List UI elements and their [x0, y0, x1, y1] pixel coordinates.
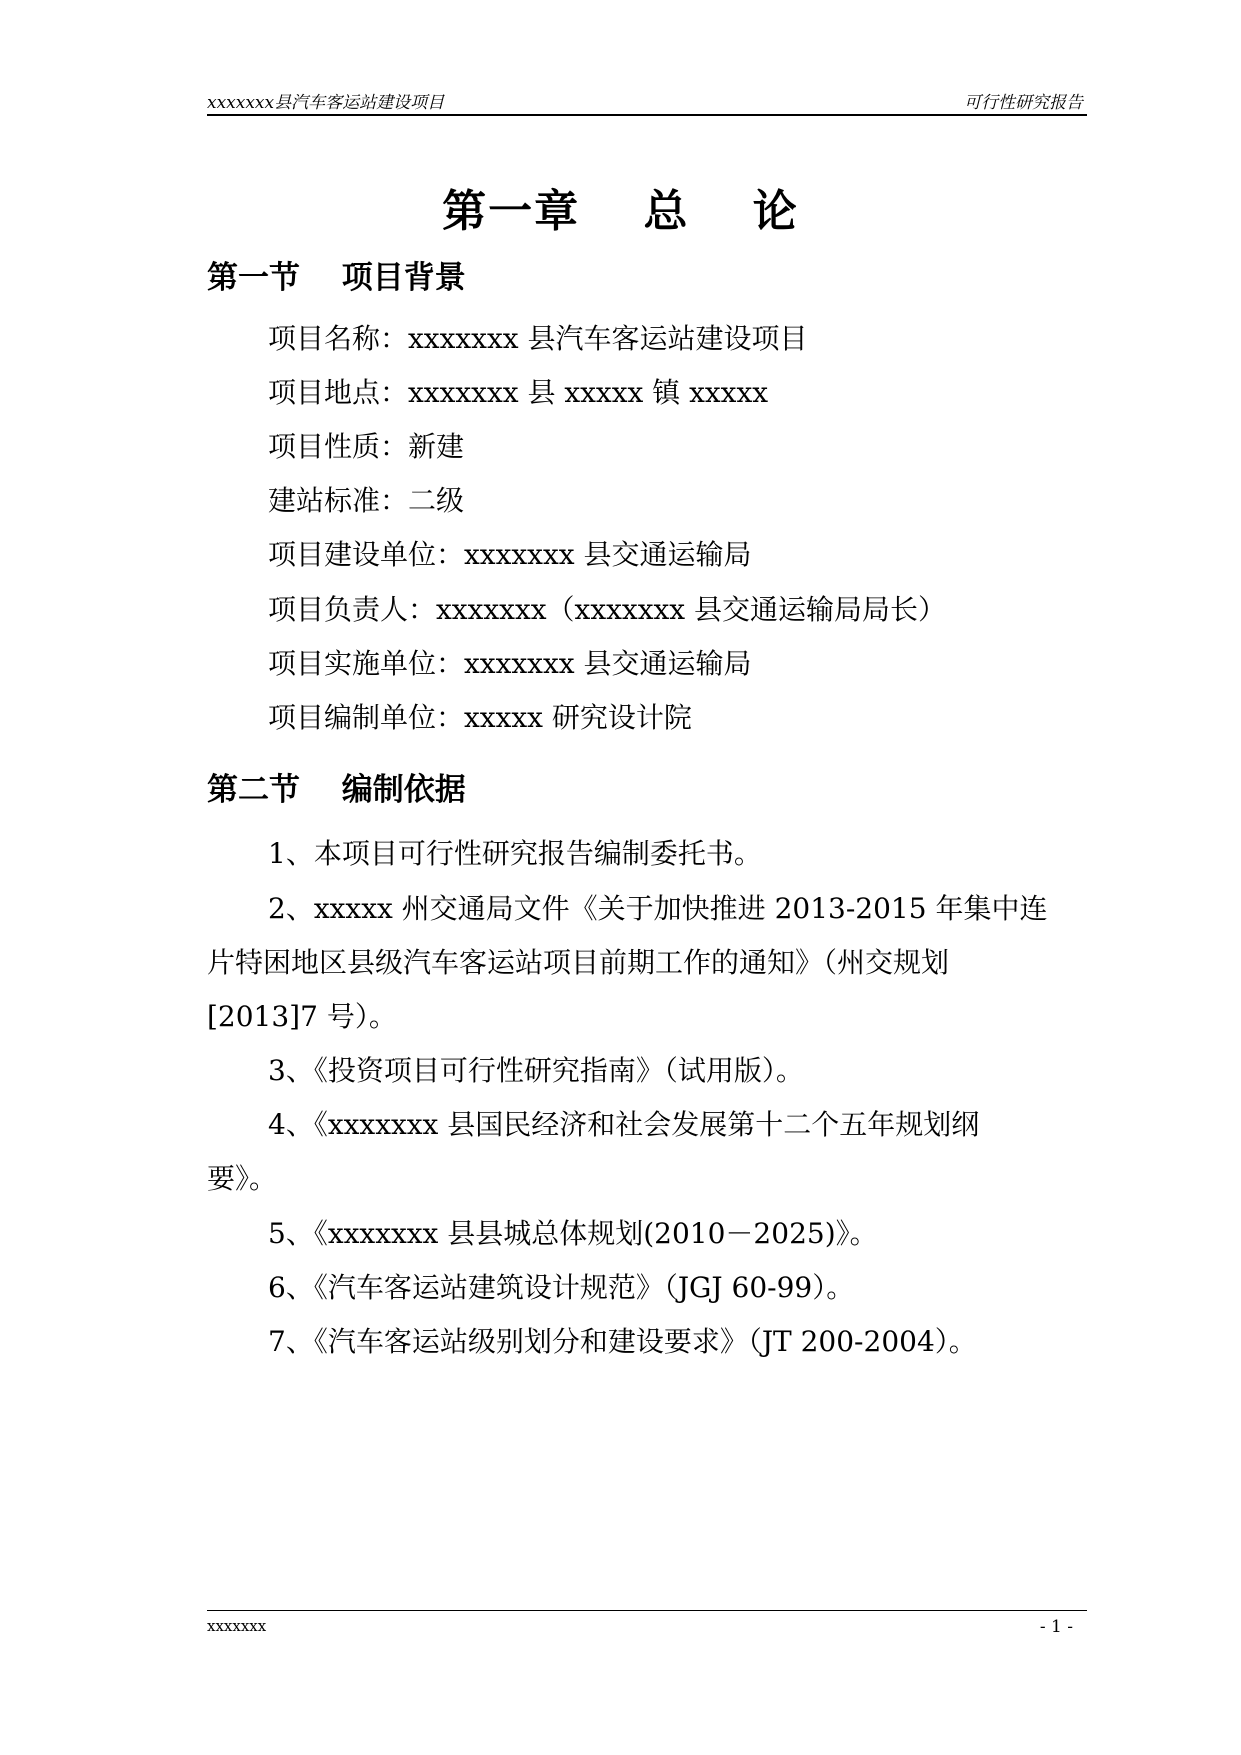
header-project-name: xxxxxxx县汽车客运站建设项目	[207, 93, 445, 113]
basis-item-2-line-1: 2、xxxxx 州交通局文件《关于加快推进 2013-2015 年集中连	[268, 892, 1048, 925]
project-location-line: 项目地点：xxxxxxx 县 xxxxx 镇 xxxxx	[268, 376, 769, 409]
project-nature-line: 项目性质：新建	[268, 430, 465, 463]
basis-item-4-line-1: 4、《xxxxxxx 县国民经济和社会发展第十二个五年规划纲	[268, 1108, 980, 1141]
basis-item-4-line-2: 要》。	[207, 1162, 278, 1195]
header-report-type: 可行性研究报告	[964, 93, 1083, 113]
basis-item-2-line-3: [2013]7 号）。	[207, 1000, 397, 1033]
page-number: - 1 -	[1039, 1617, 1073, 1637]
basis-item-5: 5、《xxxxxxx 县县城总体规划(2010－2025)》。	[268, 1217, 878, 1250]
compiling-unit-line: 项目编制单位：xxxxx 研究设计院	[268, 701, 692, 734]
project-name-line: 项目名称：xxxxxxx 县汽车客运站建设项目	[268, 322, 808, 355]
basis-item-1: 1、本项目可行性研究报告编制委托书。	[268, 837, 762, 870]
section-title-basis: 第二节 编制依据	[207, 772, 466, 808]
basis-item-2-line-2: 片特困地区县级汽车客运站项目前期工作的通知》（州交规划	[207, 946, 950, 979]
basis-item-6: 6、《汽车客运站建筑设计规范》（JGJ 60-99）。	[268, 1271, 855, 1304]
page-footer	[207, 1610, 1087, 1637]
section-title-background: 第一节 项目背景	[207, 260, 466, 296]
page-header	[207, 84, 1087, 116]
project-leader-line: 项目负责人：xxxxxxx（xxxxxxx 县交通运输局局长）	[268, 593, 946, 626]
construction-unit-line: 项目建设单位：xxxxxxx 县交通运输局	[268, 538, 752, 571]
footer-left-text: xxxxxxx	[207, 1617, 267, 1635]
implementation-unit-line: 项目实施单位：xxxxxxx 县交通运输局	[268, 647, 752, 680]
station-standard-line: 建站标准：二级	[268, 484, 465, 517]
basis-item-7: 7、《汽车客运站级别划分和建设要求》（JT 200-2004）。	[268, 1325, 977, 1358]
chapter-title: 第一章 总 论	[442, 186, 799, 237]
basis-item-3: 3、《投资项目可行性研究指南》（试用版）。	[268, 1054, 804, 1087]
